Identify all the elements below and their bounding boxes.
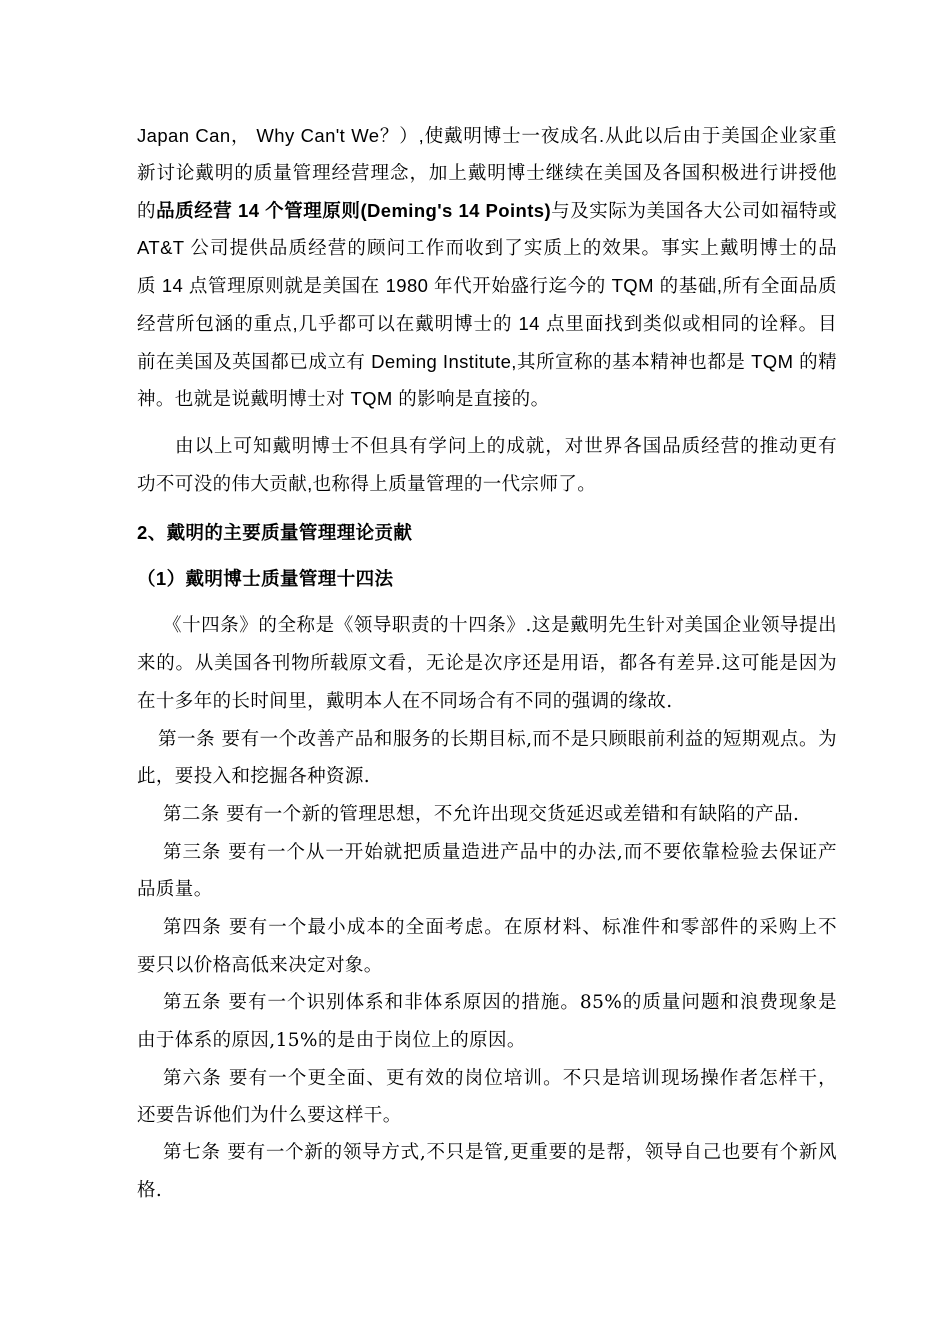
article-1-line-1: 第一条 要有一个改善产品和服务的长期目标,而不是只顾眼前利益的短期观点。为 <box>158 729 837 750</box>
article-7-line-1: 第七条 要有一个新的领导方式,不只是管,更重要的是帮，领导自己也要有个新风 <box>163 1142 837 1163</box>
subsection-heading: （1）戴明博士质量管理十四法 <box>137 568 394 589</box>
article-5-line-2: 由于体系的原因,15%的是由于岗位上的原因。 <box>137 1030 526 1051</box>
paragraph-1-line-4: AT&T 公司提供品质经营的顾问工作而收到了实质上的效果。事实上戴明博士的品 <box>137 237 837 258</box>
paragraph-1-line-3-prefix: 的 <box>137 200 157 221</box>
paragraph-1-line-7: 前在美国及英国都已成立有 Deming Institute,其所宣称的基本精神也都是 TQM 的精 <box>137 351 837 372</box>
article-6-line-1: 第六条 要有一个更全面、更有效的岗位培训。不只是培训现场操作者怎样干， <box>163 1068 837 1089</box>
article-5-line-1: 第五条 要有一个识别体系和非体系原因的措施。85%的质量问题和浪费现象是 <box>163 992 837 1013</box>
article-4-line-2: 要只以价格高低来决定对象。 <box>137 955 383 976</box>
article-1-line-2: 此，要投入和挖掘各种资源. <box>137 766 371 787</box>
paragraph-1-line-2: 新讨论戴明的质量管理经营理念，加上戴明博士继续在美国及各国积极进行讲授他 <box>137 162 837 183</box>
intro-line-1: 《十四条》的全称是《领导职责的十四条》.这是戴明先生针对美国企业领导提出 <box>163 615 837 636</box>
paragraph-2-line-1: 由以上可知戴明博士不但具有学问上的成就，对世界各国品质经营的推动更有 <box>175 435 837 456</box>
paragraph-2-line-2: 功不可没的伟大贡献,也称得上质量管理的一代宗师了。 <box>137 473 597 494</box>
deming-14-points-emphasis: 品质经营 14 个管理原则(Deming's 14 Points) <box>156 200 552 221</box>
article-7-line-2: 格. <box>137 1180 163 1201</box>
intro-line-3: 在十多年的长时间里，戴明本人在不同场合有不同的强调的缘故. <box>137 691 673 712</box>
article-6-line-2: 还要告诉他们为什么要这样干。 <box>137 1105 402 1126</box>
article-3-line-2: 品质量。 <box>137 879 213 900</box>
intro-line-2: 来的。从美国各刊物所载原文看，无论是次序还是用语，都各有差异.这可能是因为 <box>137 653 837 674</box>
article-3-line-1: 第三条 要有一个从一开始就把质量造进产品中的办法,而不要依靠检验去保证产 <box>163 842 837 863</box>
article-2-line-1: 第二条 要有一个新的管理思想，不允许出现交货延迟或差错和有缺陷的产品. <box>163 804 800 825</box>
paragraph-1-line-8: 神。也就是说戴明博士对 TQM 的影响是直接的。 <box>137 388 550 409</box>
paragraph-1-line-5: 质 14 点管理原则就是美国在 1980 年代开始盛行迄今的 TQM 的基础,所有全面品质 <box>137 275 837 296</box>
paragraph-1-line-3 <box>137 198 837 224</box>
paragraph-1-line-1: Japan Can， Why Can't We？）,使戴明博士一夜成名.从此以后由于美国企业家重 <box>137 125 837 146</box>
paragraph-1-line-3-suffix: 与及实际为美国各大公司如福特或 <box>551 200 837 221</box>
article-4-line-1: 第四条 要有一个最小成本的全面考虑。在原材料、标准件和零部件的采购上不 <box>163 917 837 938</box>
paragraph-1-line-6: 经营所包涵的重点,几乎都可以在戴明博士的 14 点里面找到类似或相同的诠释。目 <box>137 313 837 334</box>
section-heading: 2、戴明的主要质量管理理论贡献 <box>137 522 413 543</box>
